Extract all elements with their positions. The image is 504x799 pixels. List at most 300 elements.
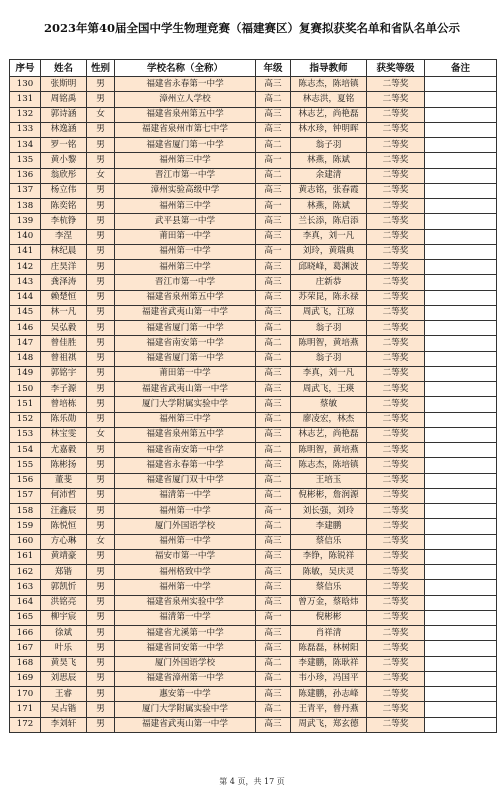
cell-teacher: 林水珍，钟明晖 (291, 122, 367, 137)
cell-grade: 高二 (256, 671, 291, 686)
table-row (10, 519, 497, 534)
cell-index: 154 (10, 443, 41, 458)
cell-remark (425, 229, 497, 244)
cell-grade: 高三 (256, 183, 291, 198)
table-row (10, 473, 497, 488)
cell-award: 二等奖 (367, 153, 425, 168)
cell-grade: 高三 (256, 290, 291, 305)
table-row (10, 229, 497, 244)
cell-grade: 高二 (256, 473, 291, 488)
table-row (10, 290, 497, 305)
cell-index: 157 (10, 488, 41, 503)
cell-index: 159 (10, 519, 41, 534)
cell-school: 福州第三中学 (115, 412, 256, 427)
cell-name: 何沛哲 (41, 488, 87, 503)
cell-award: 二等奖 (367, 138, 425, 153)
cell-name: 陈悦恒 (41, 519, 87, 534)
cell-index: 143 (10, 275, 41, 290)
cell-teacher: 陈磊磊，林树阳 (291, 641, 367, 656)
cell-school: 福建省同安第一中学 (115, 641, 256, 656)
cell-award: 二等奖 (367, 687, 425, 702)
table-row (10, 671, 497, 686)
cell-school: 福建省泉州第五中学 (115, 290, 256, 305)
table-row (10, 458, 497, 473)
table-row (10, 153, 497, 168)
cell-gender: 男 (87, 687, 115, 702)
cell-index: 138 (10, 199, 41, 214)
cell-teacher: 林志洪，夏铭 (291, 92, 367, 107)
cell-name: 李杭铮 (41, 214, 87, 229)
cell-gender: 男 (87, 382, 115, 397)
table-row (10, 92, 497, 107)
cell-teacher: 周武飞，江琼 (291, 305, 367, 320)
cell-award: 二等奖 (367, 366, 425, 381)
cell-grade: 高三 (256, 626, 291, 641)
table-row (10, 214, 497, 229)
page-title: 2023年第40届全国中学生物理竞赛（福建赛区）复赛拟获奖名单和省队名单公示 (43, 21, 460, 35)
cell-gender: 男 (87, 397, 115, 412)
cell-grade: 高三 (256, 427, 291, 442)
cell-school: 晋江市第一中学 (115, 168, 256, 183)
cell-name: 张斯明 (41, 77, 87, 92)
cell-remark (425, 427, 497, 442)
cell-index: 133 (10, 122, 41, 137)
header-index: 序号 (10, 60, 41, 77)
cell-award: 二等奖 (367, 244, 425, 259)
cell-remark (425, 107, 497, 122)
cell-name: 陈乐勋 (41, 412, 87, 427)
cell-index: 167 (10, 641, 41, 656)
cell-gender: 男 (87, 519, 115, 534)
table-row (10, 138, 497, 153)
cell-name: 尤嘉毅 (41, 443, 87, 458)
cell-index: 169 (10, 671, 41, 686)
cell-grade: 高三 (256, 214, 291, 229)
cell-teacher: 李建鹏 (291, 519, 367, 534)
cell-gender: 男 (87, 214, 115, 229)
cell-index: 158 (10, 504, 41, 519)
cell-award: 二等奖 (367, 275, 425, 290)
cell-school: 福安市第一中学 (115, 549, 256, 564)
cell-teacher: 倪彬彬 (291, 610, 367, 625)
cell-gender: 男 (87, 504, 115, 519)
cell-school: 福建省武夷山第一中学 (115, 382, 256, 397)
cell-index: 168 (10, 656, 41, 671)
cell-grade: 高三 (256, 260, 291, 275)
cell-index: 145 (10, 305, 41, 320)
cell-name: 黄小黎 (41, 153, 87, 168)
cell-index: 164 (10, 595, 41, 610)
cell-teacher: 刘玲，黄瑞典 (291, 244, 367, 259)
table-row (10, 443, 497, 458)
cell-index: 130 (10, 77, 41, 92)
cell-remark (425, 549, 497, 564)
cell-index: 132 (10, 107, 41, 122)
cell-index: 153 (10, 427, 41, 442)
cell-teacher: 翁子羽 (291, 138, 367, 153)
cell-grade: 高一 (256, 199, 291, 214)
header-name: 姓名 (41, 60, 87, 77)
cell-school: 福州第三中学 (115, 153, 256, 168)
cell-remark (425, 519, 497, 534)
cell-award: 二等奖 (367, 92, 425, 107)
cell-school: 福建省厦门第一中学 (115, 138, 256, 153)
header-teacher: 指导教师 (291, 60, 367, 77)
table-row (10, 641, 497, 656)
cell-school: 福州第一中学 (115, 534, 256, 549)
cell-award: 二等奖 (367, 77, 425, 92)
cell-remark (425, 321, 497, 336)
cell-gender: 男 (87, 595, 115, 610)
cell-teacher: 黄志铭，张春霞 (291, 183, 367, 198)
cell-name: 赖楚恒 (41, 290, 87, 305)
table-body (10, 77, 497, 733)
award-table (9, 59, 497, 733)
cell-award: 二等奖 (367, 260, 425, 275)
cell-gender: 男 (87, 412, 115, 427)
cell-award: 二等奖 (367, 610, 425, 625)
cell-name: 郑锴 (41, 565, 87, 580)
cell-school: 福州第一中学 (115, 580, 256, 595)
cell-name: 罗一铭 (41, 138, 87, 153)
cell-teacher: 苏荣昆，陈永禄 (291, 290, 367, 305)
table-row (10, 504, 497, 519)
cell-teacher: 李真，刘一凡 (291, 366, 367, 381)
cell-name: 黄昊飞 (41, 656, 87, 671)
cell-gender: 男 (87, 92, 115, 107)
cell-gender: 女 (87, 534, 115, 549)
cell-award: 二等奖 (367, 321, 425, 336)
table-row (10, 580, 497, 595)
cell-name: 方心琳 (41, 534, 87, 549)
cell-gender: 男 (87, 610, 115, 625)
cell-school: 福建省永春第一中学 (115, 77, 256, 92)
table-row (10, 199, 497, 214)
cell-name: 陈奕铭 (41, 199, 87, 214)
cell-award: 二等奖 (367, 336, 425, 351)
cell-index: 152 (10, 412, 41, 427)
cell-name: 翁欣彤 (41, 168, 87, 183)
cell-remark (425, 275, 497, 290)
table-row (10, 183, 497, 198)
cell-teacher: 王青平，曾丹燕 (291, 702, 367, 717)
cell-school: 福州第三中学 (115, 260, 256, 275)
cell-name: 董斐 (41, 473, 87, 488)
cell-school: 福建省南安第一中学 (115, 443, 256, 458)
cell-index: 166 (10, 626, 41, 641)
cell-grade: 高三 (256, 687, 291, 702)
cell-gender: 男 (87, 443, 115, 458)
cell-gender: 男 (87, 122, 115, 137)
table-row (10, 397, 497, 412)
cell-school: 福建省尤溪第一中学 (115, 626, 256, 641)
cell-grade: 高三 (256, 382, 291, 397)
cell-name: 叶乐 (41, 641, 87, 656)
cell-name: 徐斌 (41, 626, 87, 641)
cell-name: 林宝雯 (41, 427, 87, 442)
cell-remark (425, 382, 497, 397)
cell-name: 杨立伟 (41, 183, 87, 198)
cell-remark (425, 717, 497, 732)
cell-school: 福建省武夷山第一中学 (115, 717, 256, 732)
cell-grade: 高三 (256, 534, 291, 549)
cell-gender: 男 (87, 290, 115, 305)
cell-index: 140 (10, 229, 41, 244)
cell-award: 二等奖 (367, 351, 425, 366)
cell-award: 二等奖 (367, 595, 425, 610)
table-row (10, 305, 497, 320)
cell-remark (425, 214, 497, 229)
cell-gender: 男 (87, 717, 115, 732)
cell-school: 福建省漳州第一中学 (115, 671, 256, 686)
cell-grade: 高二 (256, 412, 291, 427)
cell-award: 二等奖 (367, 107, 425, 122)
cell-grade: 高三 (256, 549, 291, 564)
cell-name: 陈彬扬 (41, 458, 87, 473)
cell-name: 李刘轩 (41, 717, 87, 732)
cell-name: 黄靖豪 (41, 549, 87, 564)
cell-remark (425, 473, 497, 488)
cell-school: 福建省泉州第五中学 (115, 427, 256, 442)
cell-teacher: 余建清 (291, 168, 367, 183)
cell-index: 137 (10, 183, 41, 198)
cell-teacher: 陈明智，黄培燕 (291, 443, 367, 458)
table-row (10, 610, 497, 625)
cell-name: 汪鑫辰 (41, 504, 87, 519)
cell-grade: 高三 (256, 565, 291, 580)
header-award: 获奖等级 (367, 60, 425, 77)
cell-school: 福建省泉州实验中学 (115, 595, 256, 610)
cell-index: 141 (10, 244, 41, 259)
cell-school: 晋江市第一中学 (115, 275, 256, 290)
cell-gender: 男 (87, 77, 115, 92)
cell-school: 厦门外国语学校 (115, 656, 256, 671)
table-row (10, 351, 497, 366)
table-row (10, 244, 497, 259)
cell-remark (425, 336, 497, 351)
cell-award: 二等奖 (367, 580, 425, 595)
cell-school: 惠安第一中学 (115, 687, 256, 702)
cell-remark (425, 138, 497, 153)
cell-remark (425, 92, 497, 107)
cell-remark (425, 153, 497, 168)
cell-index: 155 (10, 458, 41, 473)
cell-award: 二等奖 (367, 458, 425, 473)
cell-index: 151 (10, 397, 41, 412)
cell-award: 二等奖 (367, 290, 425, 305)
cell-name: 龚泽涛 (41, 275, 87, 290)
cell-teacher: 周武飞，郑玄德 (291, 717, 367, 732)
cell-remark (425, 687, 497, 702)
cell-gender: 男 (87, 473, 115, 488)
cell-award: 二等奖 (367, 168, 425, 183)
cell-award: 二等奖 (367, 656, 425, 671)
cell-teacher: 刘长强，刘玲 (291, 504, 367, 519)
cell-index: 161 (10, 549, 41, 564)
cell-remark (425, 244, 497, 259)
cell-gender: 男 (87, 488, 115, 503)
cell-school: 福建省永春第一中学 (115, 458, 256, 473)
cell-grade: 高二 (256, 321, 291, 336)
cell-index: 146 (10, 321, 41, 336)
header-grade: 年级 (256, 60, 291, 77)
cell-grade: 高三 (256, 717, 291, 732)
cell-school: 福清第一中学 (115, 488, 256, 503)
cell-remark (425, 580, 497, 595)
table-row (10, 412, 497, 427)
cell-name: 吴占锴 (41, 702, 87, 717)
cell-school: 武平县第一中学 (115, 214, 256, 229)
cell-teacher: 邱晓峰，葛渊波 (291, 260, 367, 275)
cell-name: 柳宇宸 (41, 610, 87, 625)
cell-index: 144 (10, 290, 41, 305)
cell-school: 福州第一中学 (115, 504, 256, 519)
cell-remark (425, 397, 497, 412)
cell-remark (425, 488, 497, 503)
cell-name: 曾祖祺 (41, 351, 87, 366)
cell-grade: 高三 (256, 229, 291, 244)
cell-name: 王睿 (41, 687, 87, 702)
cell-name: 吴弘毅 (41, 321, 87, 336)
cell-gender: 男 (87, 153, 115, 168)
cell-teacher: 周武飞，王瑛 (291, 382, 367, 397)
cell-index: 139 (10, 214, 41, 229)
cell-grade: 高二 (256, 138, 291, 153)
cell-award: 二等奖 (367, 382, 425, 397)
cell-teacher: 陈建鹏，孙志峰 (291, 687, 367, 702)
cell-index: 172 (10, 717, 41, 732)
cell-award: 二等奖 (367, 641, 425, 656)
cell-award: 二等奖 (367, 443, 425, 458)
cell-remark (425, 260, 497, 275)
cell-gender: 男 (87, 138, 115, 153)
cell-award: 二等奖 (367, 122, 425, 137)
cell-gender: 男 (87, 351, 115, 366)
cell-school: 福建省厦门第一中学 (115, 321, 256, 336)
table-row (10, 565, 497, 580)
cell-teacher: 李铮，陈锐祥 (291, 549, 367, 564)
table-row (10, 122, 497, 137)
cell-teacher: 廖凌宏，林杰 (291, 412, 367, 427)
cell-remark (425, 610, 497, 625)
cell-remark (425, 595, 497, 610)
cell-school: 福州第三中学 (115, 199, 256, 214)
cell-teacher: 陈志杰，陈培镇 (291, 458, 367, 473)
cell-teacher: 蔡信乐 (291, 534, 367, 549)
cell-name: 林一凡 (41, 305, 87, 320)
cell-grade: 高二 (256, 519, 291, 534)
cell-teacher: 王培玉 (291, 473, 367, 488)
cell-gender: 男 (87, 321, 115, 336)
cell-remark (425, 412, 497, 427)
table-row (10, 427, 497, 442)
cell-gender: 男 (87, 626, 115, 641)
table-row (10, 275, 497, 290)
cell-teacher: 李建鹏，陈耿祥 (291, 656, 367, 671)
cell-award: 二等奖 (367, 549, 425, 564)
cell-name: 周铭禹 (41, 92, 87, 107)
cell-grade: 高二 (256, 443, 291, 458)
table-row (10, 321, 497, 336)
cell-school: 福建省泉州第五中学 (115, 107, 256, 122)
table-row (10, 626, 497, 641)
cell-teacher: 肖祥清 (291, 626, 367, 641)
table-row (10, 534, 497, 549)
cell-gender: 男 (87, 580, 115, 595)
cell-award: 二等奖 (367, 473, 425, 488)
table-row (10, 549, 497, 564)
cell-teacher: 庄新恭 (291, 275, 367, 290)
cell-name: 林纪晨 (41, 244, 87, 259)
cell-school: 厦门大学附属实验中学 (115, 702, 256, 717)
cell-grade: 高三 (256, 122, 291, 137)
cell-grade: 高一 (256, 153, 291, 168)
cell-award: 二等奖 (367, 488, 425, 503)
cell-grade: 高三 (256, 580, 291, 595)
cell-teacher: 韦小珍，冯国平 (291, 671, 367, 686)
header-school: 学校名称（全称） (115, 60, 256, 77)
cell-award: 二等奖 (367, 412, 425, 427)
table-row (10, 168, 497, 183)
cell-remark (425, 290, 497, 305)
cell-grade: 高一 (256, 244, 291, 259)
cell-teacher: 陈明智，黄培燕 (291, 336, 367, 351)
cell-name: 洪铭亮 (41, 595, 87, 610)
cell-school: 福建省厦门双十中学 (115, 473, 256, 488)
cell-grade: 高三 (256, 366, 291, 381)
cell-award: 二等奖 (367, 504, 425, 519)
cell-name: 李涅 (41, 229, 87, 244)
cell-grade: 高三 (256, 458, 291, 473)
cell-award: 二等奖 (367, 427, 425, 442)
table-row (10, 107, 497, 122)
cell-remark (425, 671, 497, 686)
cell-grade: 高三 (256, 107, 291, 122)
cell-remark (425, 656, 497, 671)
cell-grade: 高三 (256, 305, 291, 320)
cell-remark (425, 702, 497, 717)
cell-index: 156 (10, 473, 41, 488)
cell-grade: 高二 (256, 351, 291, 366)
cell-teacher: 翁子羽 (291, 351, 367, 366)
cell-teacher: 李真，刘一凡 (291, 229, 367, 244)
table-row (10, 687, 497, 702)
cell-remark (425, 565, 497, 580)
cell-gender: 男 (87, 305, 115, 320)
cell-index: 142 (10, 260, 41, 275)
cell-teacher: 陈敏，吴庆灵 (291, 565, 367, 580)
cell-name: 林逸涵 (41, 122, 87, 137)
cell-remark (425, 168, 497, 183)
cell-grade: 高二 (256, 488, 291, 503)
cell-index: 136 (10, 168, 41, 183)
cell-name: 庄昊洋 (41, 260, 87, 275)
cell-remark (425, 77, 497, 92)
cell-gender: 男 (87, 199, 115, 214)
cell-remark (425, 305, 497, 320)
cell-remark (425, 458, 497, 473)
cell-award: 二等奖 (367, 626, 425, 641)
cell-name: 郭诗涵 (41, 107, 87, 122)
cell-teacher: 林志艺，尚艳磊 (291, 427, 367, 442)
cell-name: 李子源 (41, 382, 87, 397)
cell-teacher: 林燕，陈斌 (291, 199, 367, 214)
cell-award: 二等奖 (367, 671, 425, 686)
cell-gender: 男 (87, 366, 115, 381)
cell-gender: 男 (87, 565, 115, 580)
cell-grade: 高二 (256, 336, 291, 351)
table-row (10, 336, 497, 351)
